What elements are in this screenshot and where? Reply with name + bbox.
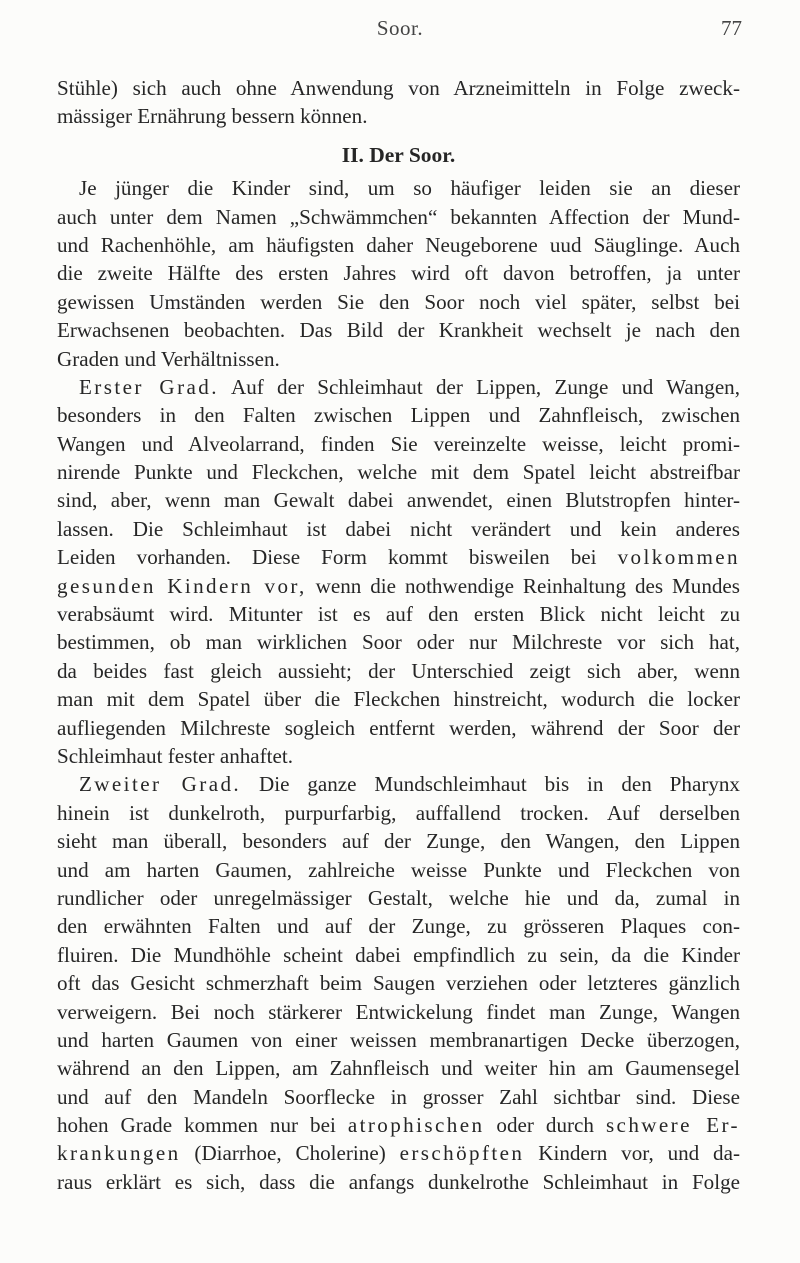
emphasis-run: volkommen bbox=[617, 545, 740, 570]
text-line: da beides fast gleich aussieht; der Unterschied zeigt sich aber, wenn bbox=[57, 658, 740, 683]
text-line: rundlicher oder unregelmässiger Gestalt, welche hie und da, zumal in bbox=[57, 885, 740, 910]
text-line bbox=[57, 373, 740, 401]
text-run: Auf der Schleimhaut der Lippen, Zunge und Wangen, bbox=[230, 374, 740, 399]
text-line: nirende Punkte und Fleckchen, welche mit dem Spatel leicht abstreifbar bbox=[57, 460, 740, 485]
running-head bbox=[0, 16, 800, 46]
text-line bbox=[57, 572, 740, 600]
text-line: bestimmen, ob man wirklichen Soor oder nur Milchreste vor sich hat, bbox=[57, 630, 740, 655]
text-run: Die ganze Mundschleimhaut bis in den Pharynx bbox=[258, 772, 740, 797]
text-line: und auf den Mandeln Soorflecke in grosser Zahl sichtbar sind. Diese bbox=[57, 1084, 740, 1109]
text-line: raus erklärt es sich, dass die anfangs dunkelrothe Schleimhaut in Folge bbox=[57, 1169, 740, 1194]
text-line: aufliegenden Milchreste sogleich entfernt werden, während der Soor der bbox=[57, 715, 740, 740]
emphasis-run: krankungen bbox=[57, 1141, 181, 1166]
page-number: 77 bbox=[721, 16, 742, 40]
text-run: Kindern vor, und da- bbox=[538, 1141, 740, 1166]
text-line bbox=[57, 1111, 740, 1139]
text-line: hinein ist dunkelroth, purpurfarbig, auffallend trocken. Auf derselben bbox=[57, 800, 740, 825]
text-line: und am harten Gaumen, zahlreiche weisse Punkte und Fleckchen von bbox=[57, 857, 740, 882]
text-line: Wangen und Alveolarrand, finden Sie vereinzelte weisse, leicht promi- bbox=[57, 431, 740, 456]
text-line: sieht man überall, besonders auf der Zunge, den Wangen, den Lippen bbox=[57, 829, 740, 854]
text-line: Graden und Verhältnissen. bbox=[57, 346, 280, 371]
text-line: Je jünger die Kinder sind, um so häufiger leiden sie an dieser bbox=[79, 176, 740, 201]
emphasis-run: atrophischen bbox=[347, 1113, 485, 1138]
text-run: (Diarrhoe, Cholerine) bbox=[194, 1141, 386, 1166]
text-line: verweigern. Bei noch stärkerer Entwickelung findet man Zunge, Wangen bbox=[57, 999, 740, 1024]
text-line: sind, aber, wenn man Gewalt dabei anwendet, einen Blutstropfen hinter- bbox=[57, 488, 740, 513]
emphasis-run: erschöpften bbox=[399, 1141, 525, 1166]
text-line: Erwachsenen beobachten. Das Bild der Krankheit wechselt je nach den bbox=[57, 318, 740, 343]
section-heading: II. Der Soor. bbox=[341, 142, 456, 167]
text-line: und Rachenhöhle, am häufigsten daher Neugeborene uud Säuglinge. Auch bbox=[57, 232, 740, 257]
text-line bbox=[57, 1139, 740, 1167]
text-line: während an den Lippen, am Zahnfleisch und weiter hin am Gaumensegel bbox=[57, 1056, 740, 1081]
text-line: lassen. Die Schleimhaut ist dabei nicht verändert und kein anderes bbox=[57, 516, 740, 541]
text-line bbox=[57, 770, 740, 798]
text-run: Leiden vorhanden. Diese Form kommt bisweilen bei bbox=[57, 545, 597, 570]
text-line: die zweite Hälfte des ersten Jahres wird oft davon betroffen, ja unter bbox=[57, 261, 740, 286]
text-line: verabsäumt wird. Mitunter ist es auf den ersten Blick nicht leicht zu bbox=[57, 602, 740, 627]
text-line: mässiger Ernährung bessern können. bbox=[57, 104, 368, 129]
text-run: wenn die nothwendige Reinhaltung des Mundes bbox=[315, 573, 740, 598]
emphasis-run: schwere Er- bbox=[605, 1113, 740, 1138]
text-run: oder durch bbox=[496, 1113, 594, 1138]
grade-heading-second: Zweiter Grad. bbox=[79, 772, 242, 797]
running-title: Soor. bbox=[376, 16, 424, 40]
text-line: Schleimhaut fester anhaftet. bbox=[57, 743, 294, 768]
text-line: Stühle) sich auch ohne Anwendung von Arzneimitteln in Folge zweck- bbox=[57, 76, 740, 100]
text-line: fluiren. Die Mundhöhle scheint dabei empfindlich zu sein, da die Kinder bbox=[57, 942, 740, 967]
text-line: man mit dem Spatel über die Fleckchen hinstreicht, wodurch die locker bbox=[57, 687, 740, 712]
text-line: gewissen Umständen werden Sie den Soor noch viel später, selbst bei bbox=[57, 289, 740, 314]
emphasis-run: gesunden Kindern vor, bbox=[57, 573, 307, 598]
text-line bbox=[57, 543, 740, 571]
text-line: besonders in den Falten zwischen Lippen und Zahnfleisch, zwischen bbox=[57, 403, 740, 428]
text-run: hohen Grade kommen nur bei bbox=[57, 1113, 336, 1138]
body-text bbox=[57, 74, 740, 1196]
text-line: und harten Gaumen von einer weissen membranartigen Decke überzogen, bbox=[57, 1027, 740, 1052]
text-line: oft das Gesicht schmerzhaft beim Saugen verziehen oder letzteres gänzlich bbox=[57, 971, 740, 996]
text-line: den erwähnten Falten und auf der Zunge, zu grösseren Plaques con- bbox=[57, 914, 740, 939]
text-line: auch unter dem Namen „Schwämmchen“ bekannten Affection der Mund- bbox=[57, 204, 740, 229]
grade-heading-first: Erster Grad. bbox=[79, 374, 219, 399]
